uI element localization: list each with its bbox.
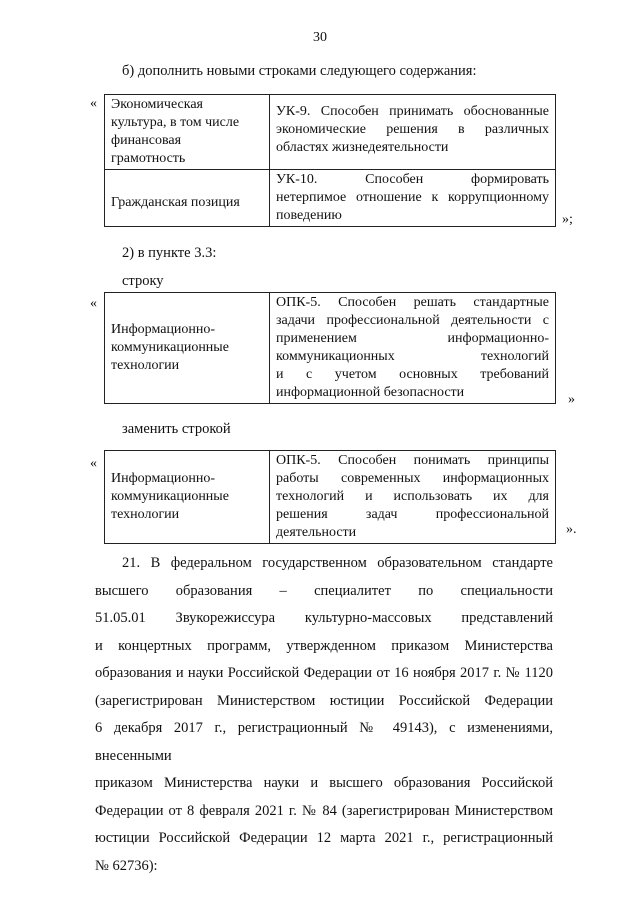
- table1: [104, 94, 556, 227]
- cell-line: УК-9. Способен принимать обоснованные: [276, 104, 549, 119]
- cell-line: коммуникационные: [111, 340, 229, 355]
- cell-line: технологии: [111, 507, 180, 522]
- paragraph-line: приказом Министерства науки и высшего образования Российской: [95, 775, 553, 791]
- table3-open-quote: «: [90, 456, 97, 471]
- cell-line: применением информационно-: [276, 331, 549, 346]
- cell-line: культура, в том числе: [111, 115, 240, 130]
- table1-close-quote: »;: [562, 212, 573, 227]
- table2-left: [105, 293, 270, 404]
- table3-row: [105, 451, 556, 544]
- table2-row: [105, 293, 556, 404]
- cell-line: коммуникационные: [111, 489, 229, 504]
- cell-line: областях жизнедеятельности: [276, 140, 449, 155]
- table3-left: [105, 451, 270, 544]
- table2-open-quote: «: [90, 296, 97, 311]
- table1-row2-right: [270, 170, 556, 227]
- cell-line: Экономическая: [111, 97, 203, 112]
- table1-row1-right: [270, 95, 556, 170]
- replace-with: заменить строкой: [122, 421, 231, 437]
- row-word: строку: [122, 273, 164, 289]
- table1-row1-left: [105, 95, 270, 170]
- cell-line: Информационно-: [111, 471, 216, 486]
- cell-line: Информационно-: [111, 322, 216, 337]
- page-number: 30: [313, 30, 327, 45]
- cell-line: решения задач профессиональной: [276, 507, 549, 522]
- paragraph-line: юстиции Российской Федерации 12 марта 2021 г., регистрационный: [95, 830, 553, 846]
- cell-line: технологий и использовать их для: [276, 489, 549, 504]
- cell-line: ОПК-5. Способен решать стандартные: [276, 295, 549, 310]
- cell-line: УК-10. Способен формировать: [276, 172, 549, 187]
- cell-line: Гражданская позиция: [111, 194, 240, 210]
- table2-right: [270, 293, 556, 404]
- cell-line: экономические решения в различных: [276, 122, 549, 137]
- paragraph-line: образования и науки Российской Федерации от 16 ноября 2017 г. № 1120: [95, 665, 553, 681]
- cell-line: и с учетом основных требований: [276, 367, 549, 382]
- table1-row: [105, 170, 556, 227]
- table3-right: [270, 451, 556, 544]
- paragraph-line: 51.05.01 Звукорежиссура культурно-массовых представлений: [95, 610, 553, 626]
- cell-line: задачи профессиональной деятельности с: [276, 313, 549, 328]
- paragraph-line: и концертных программ, утвержденном приказом Министерства: [95, 637, 553, 654]
- paragraph-21: [95, 550, 553, 880]
- table2: [104, 292, 556, 404]
- cell-line: поведению: [276, 208, 342, 223]
- cell-line: коммуникационных технологий: [276, 349, 549, 364]
- cell-line: финансовая: [111, 133, 182, 148]
- cell-line: ОПК-5. Способен понимать принципы: [276, 453, 549, 468]
- cell-line: информационной безопасности: [276, 385, 465, 400]
- cell-line: деятельности: [276, 525, 357, 540]
- paragraph-line: 6 декабря 2017 г., регистрационный № 49143), с изменениями, внесенными: [95, 720, 553, 764]
- table1-open-quote: «: [90, 96, 97, 111]
- paragraph-line: № 62736):: [95, 857, 158, 874]
- intro-line: б) дополнить новыми строками следующего содержания:: [122, 63, 477, 79]
- table1-row2-left: [105, 170, 270, 227]
- cell-line: грамотность: [111, 151, 186, 166]
- cell-line: нетерпимое отношение к коррупционному: [276, 190, 549, 205]
- cell-line: технологии: [111, 358, 180, 373]
- paragraph-line: Федерации от 8 февраля 2021 г. № 84 (зарегистрирован Министерством: [95, 802, 553, 819]
- item-2: 2) в пункте 3.3:: [122, 245, 217, 261]
- cell-line: работы современных информационных: [276, 471, 549, 486]
- paragraph-line: 21. В федеральном государственном образовательном стандарте: [122, 555, 553, 571]
- paragraph-line: высшего образования – специалитет по специальности: [95, 582, 553, 599]
- table1-row: [105, 95, 556, 170]
- table3: [104, 450, 556, 544]
- table2-close-quote: »: [568, 392, 575, 407]
- table3-close-quote: ».: [566, 522, 577, 537]
- paragraph-line: (зарегистрирован Министерством юстиции Российской Федерации: [95, 692, 553, 709]
